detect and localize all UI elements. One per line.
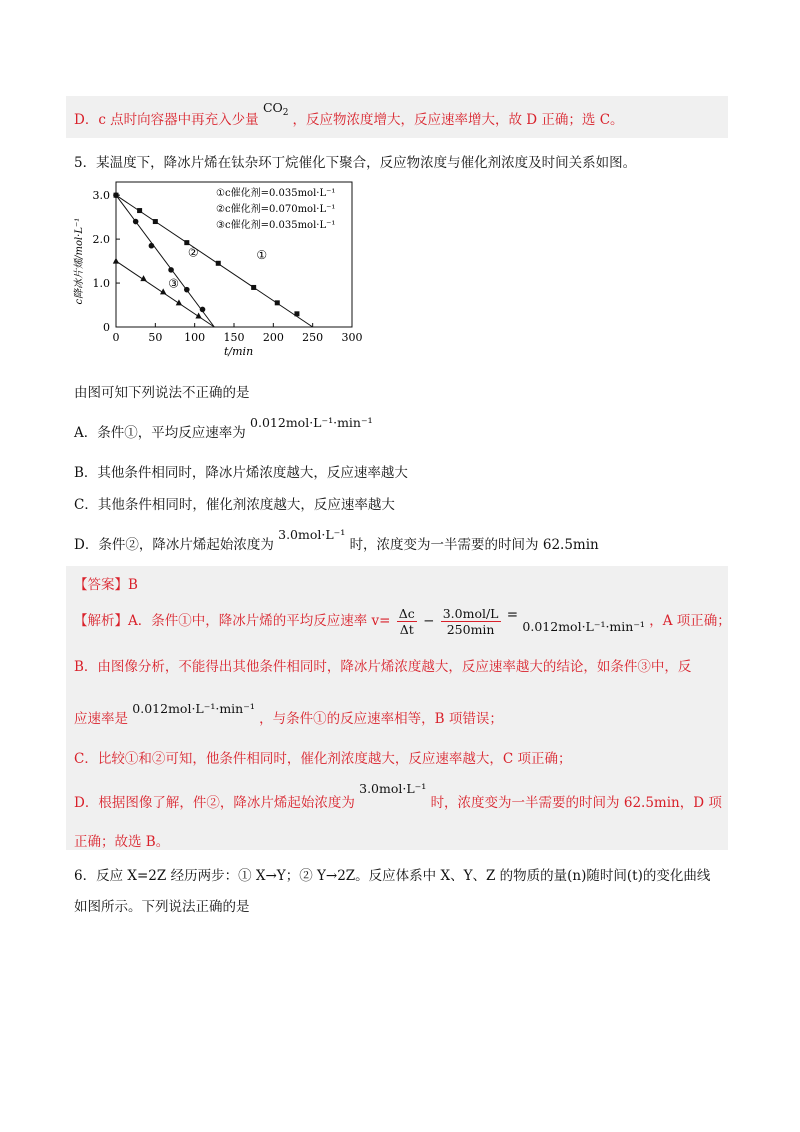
data-point-circle	[184, 287, 190, 293]
data-point-square	[251, 285, 256, 290]
data-point-circle	[149, 243, 155, 249]
y-axis-label: c降冰片烯/mol·L⁻¹	[74, 217, 85, 305]
q6-line2: 如图所示。下列说法正确的是	[74, 899, 250, 915]
x-tick-label: 0	[112, 331, 120, 344]
series-label: ③	[168, 276, 180, 291]
fraction-values	[441, 606, 501, 637]
y-tick-label: 1.0	[92, 277, 110, 291]
option-d-math: 3.0mol·L⁻¹	[278, 527, 346, 542]
x-tick-label: 100	[184, 331, 206, 344]
data-point-triangle	[113, 258, 119, 264]
co2-sub: 2	[282, 108, 289, 118]
data-point-circle	[168, 267, 174, 273]
legend-entry: ③c催化剂=0.035mol·L⁻¹	[216, 220, 336, 231]
co2-base: CO	[262, 100, 283, 115]
fraction-delta	[397, 606, 417, 637]
option-a-text: A．条件①，平均反应速率为	[74, 425, 246, 441]
y-tick-label: 2.0	[92, 233, 110, 247]
q6-line1: 6．反应 X=2Z 经历两步：① X→Y；② Y→2Z。反应体系中 X、Y、Z 的物质的量(n)随时间(t)的变化曲线	[74, 868, 711, 884]
x-axis-label: t/min	[224, 345, 254, 358]
option-d-text-a: D．条件②，降冰片烯起始浓度为	[74, 537, 274, 553]
series-line-2	[116, 195, 214, 327]
data-point-circle	[133, 219, 139, 225]
q5-option-b: B．其他条件相同时，降冰片烯浓度越大，反应速率越大	[74, 465, 408, 481]
frac2-num: 3.0mol/L	[442, 606, 499, 621]
q5-stem: 5．某温度下，降冰片烯在钛杂环丁烷催化下聚合，反应物浓度与催化剂浓度及时间关系如图。	[74, 155, 637, 171]
data-point-square	[153, 219, 158, 224]
analysis-d-math: 3.0mol·L⁻¹	[359, 781, 427, 796]
x-tick-label: 300	[341, 331, 363, 344]
data-point-square	[137, 208, 142, 213]
analysis-d-text-b: 时，浓度变为一半需要的时间为 62.5min，D 项	[430, 795, 722, 811]
legend-entry: ②c催化剂=0.070mol·L⁻¹	[216, 204, 336, 215]
data-point-square	[184, 240, 189, 245]
analysis-b-text-a: 应速率是	[74, 711, 128, 727]
rate-chart	[70, 172, 370, 362]
data-point-circle	[113, 192, 119, 198]
data-point-square	[275, 300, 280, 305]
q5-option-d	[74, 527, 599, 553]
analysis-a-tail: ，A 项正确；	[649, 613, 731, 629]
series-label: ①	[256, 247, 268, 262]
option-d-text-b: 时，浓度变为一半需要的时间为 62.5min	[349, 537, 599, 553]
equals-sign: =	[506, 607, 519, 623]
analysis-d-line2: 正确；故选 B。	[74, 834, 170, 850]
analysis-b-math: 0.012mol·L⁻¹·min⁻¹	[132, 701, 255, 716]
q5-option-a	[74, 415, 373, 441]
analysis-a-result: 0.012mol·L⁻¹·min⁻¹	[522, 619, 645, 634]
x-tick-label: 200	[262, 331, 284, 344]
data-point-square	[294, 311, 299, 316]
frac2-den: 250min	[446, 622, 495, 637]
analysis-d-text-a: D．根据图像了解，件②，降冰片烯起始浓度为	[74, 795, 355, 811]
option-a-math: 0.012mol·L⁻¹·min⁻¹	[250, 415, 373, 430]
y-tick-label: 3.0	[92, 189, 110, 203]
top-text-a: D．c 点时向容器中再充入少量	[74, 112, 259, 128]
q5-option-c: C．其他条件相同时，催化剂浓度越大，反应速率越大	[74, 497, 395, 513]
data-point-square	[216, 261, 221, 266]
y-tick-label: 0	[103, 321, 110, 334]
data-point-circle	[200, 307, 206, 313]
top-text-b: ，反应物浓度增大，反应速率增大，故 D 正确；选 C。	[292, 112, 624, 128]
frac1-num: Δc	[398, 606, 415, 621]
analysis-a: 【解析】A．条件①中，降冰片烯的平均反应速率 v= $\frac{\Delta c}{\Delta t}$ − $\frac{\text{3.0mol/L}}{250\min}$ = 0.012mol·L⁻¹·min⁻¹ ，A 项正确；	[74, 606, 731, 637]
frac1-den: Δt	[399, 622, 414, 637]
legend-entry: ①c催化剂=0.035mol·L⁻¹	[216, 188, 336, 199]
co2-formula	[262, 100, 293, 118]
x-tick-label: 150	[223, 331, 245, 344]
analysis-b-text-b: ，与条件①的反应速率相等，B 项错误；	[259, 711, 503, 727]
x-tick-label: 250	[302, 331, 324, 344]
q5-question: 由图可知下列说法不正确的是	[74, 385, 250, 401]
analysis-b-line1: B．由图像分析，不能得出其他条件相同时，降冰片烯浓度越大，反应速率越大的结论，如条件③中，反	[74, 659, 692, 675]
answer-label: 【答案】B	[74, 577, 138, 593]
analysis-c: C．比较①和②可知，他条件相同时，催化剂浓度越大，反应速率越大，C 项正确；	[74, 751, 572, 767]
analysis-d-line1	[74, 781, 722, 811]
series-label: ②	[187, 245, 199, 260]
analysis-b-line2	[74, 701, 503, 727]
x-tick-label: 50	[148, 331, 163, 344]
analysis-tag: 【解析】	[74, 613, 128, 629]
analysis-a-text: A．条件①中，降冰片烯的平均反应速率 v=	[128, 613, 391, 629]
top-answer-line	[74, 100, 624, 130]
